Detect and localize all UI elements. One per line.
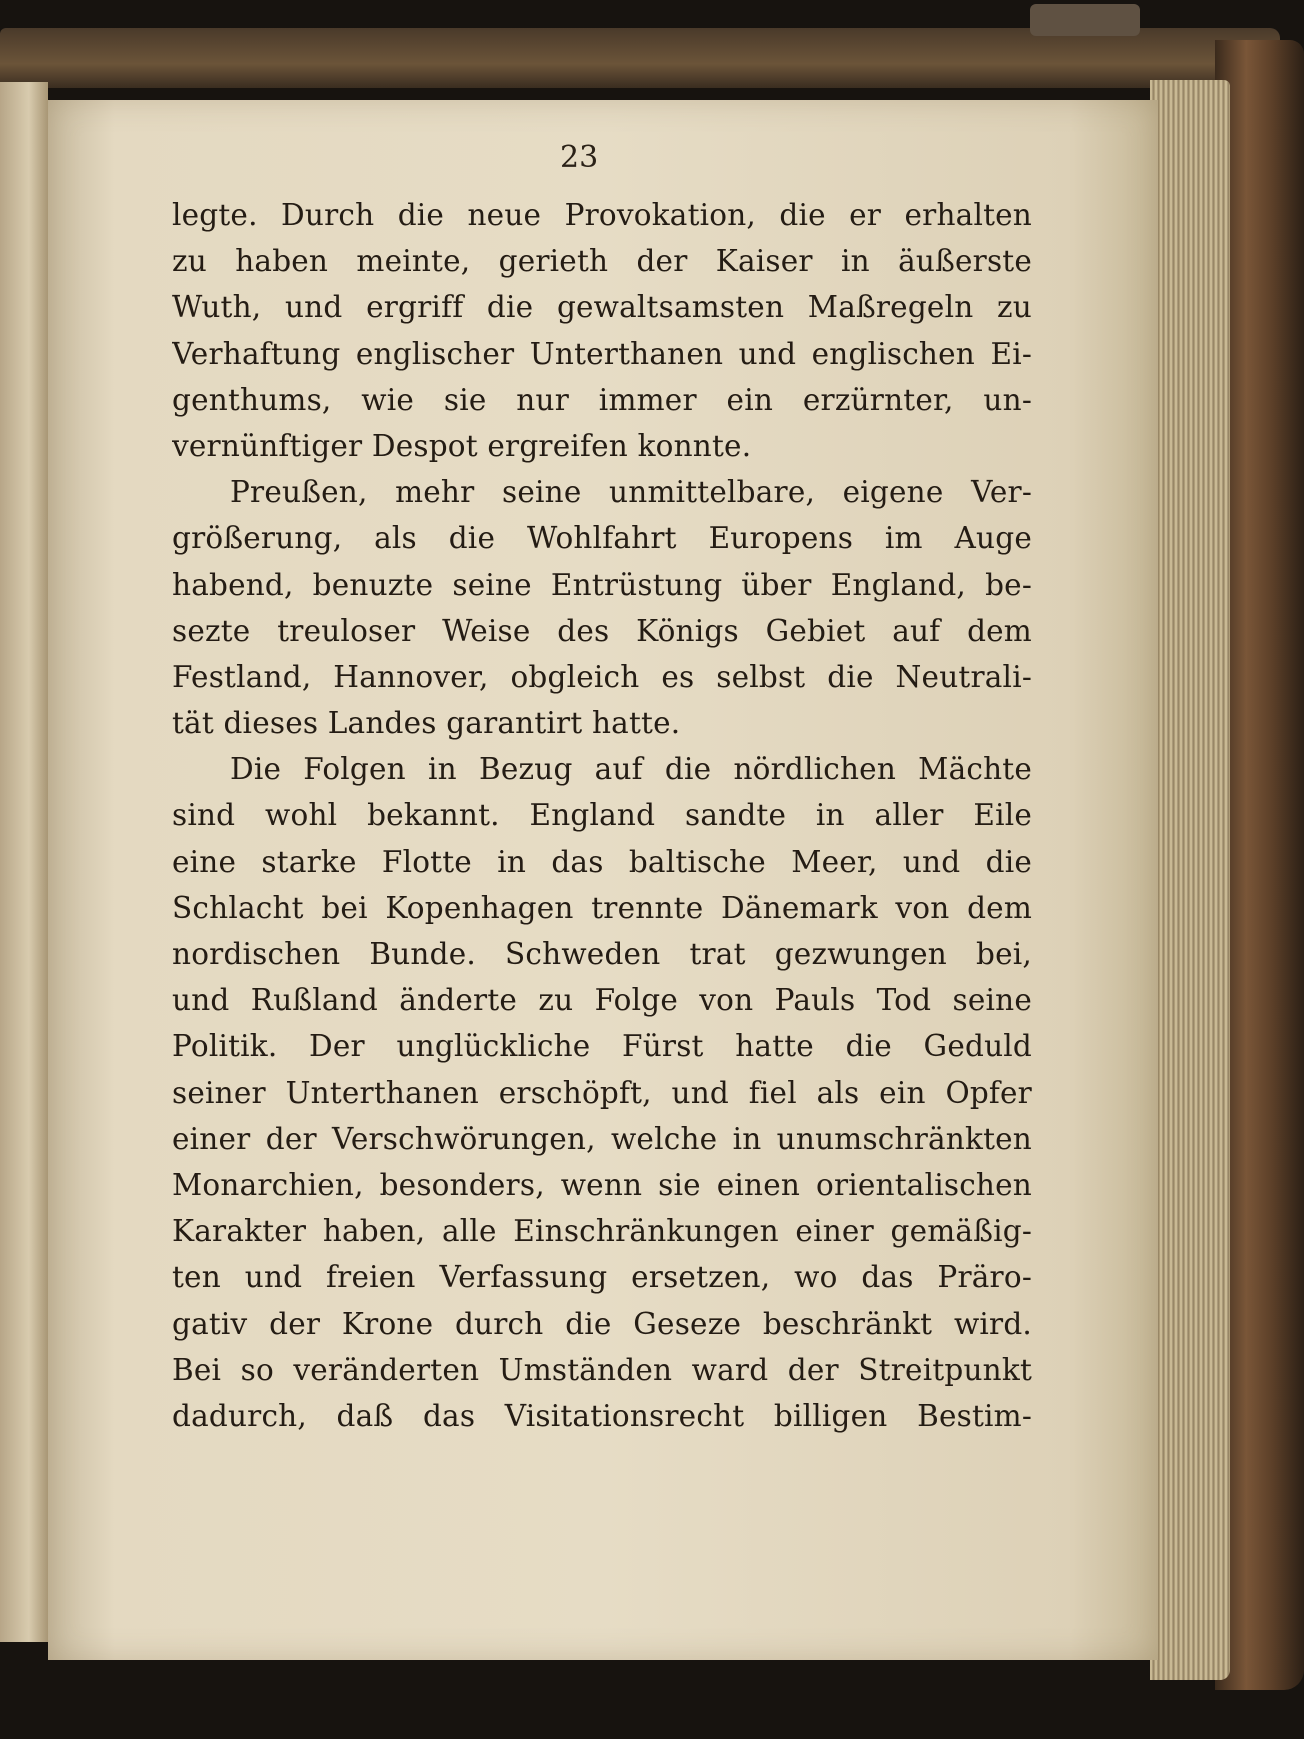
text-line: tät dieses Landes garantirt hatte. xyxy=(172,706,681,741)
book-cover-top xyxy=(0,28,1280,88)
text-line: dadurch, daß das Visitationsrecht billigen Bestim- xyxy=(172,1398,1032,1433)
text-line: habend, benuzte seine Entrüstung über England, be- xyxy=(172,567,1032,602)
text-line: legte. Durch die neue Provokation, die er erhalten xyxy=(172,198,1032,232)
text-line: Preußen, mehr seine unmittelbare, eigene Ver- xyxy=(230,475,1032,510)
text-line: zu haben meinte, gerieth der Kaiser in äußerste xyxy=(172,244,1032,279)
body-text xyxy=(172,192,1032,1439)
text-line: sind wohl bekannt. England sandte in aller Eile xyxy=(172,798,1032,833)
text-line: eine starke Flotte in das baltische Meer, und die xyxy=(172,844,1032,879)
text-line: Monarchien, besonders, wenn sie einen orientalischen xyxy=(172,1167,1032,1202)
text-line: Festland, Hannover, obgleich es selbst die Neutrali- xyxy=(172,659,1032,694)
text-line: Die Folgen in Bezug auf die nördlichen Mächte xyxy=(230,752,1032,787)
text-line: genthums, wie sie nur immer ein erzürnter, un- xyxy=(172,382,1032,417)
text-line: und Rußland änderte zu Folge von Pauls Tod seine xyxy=(172,983,1032,1018)
text-line: Bei so veränderten Umständen ward der Streitpunkt xyxy=(172,1352,1032,1387)
text-line: nordischen Bunde. Schweden trat gezwungen bei, xyxy=(172,937,1032,971)
text-line: Verhaftung englischer Unterthanen und englischen Ei- xyxy=(172,336,1032,371)
text-line: seiner Unterthanen erschöpft, und fiel als ein Opfer xyxy=(172,1075,1032,1110)
page-number: 23 xyxy=(560,140,599,175)
text-line: Wuth, und ergriff die gewaltsamsten Maßregeln zu xyxy=(172,290,1032,325)
text-line: gativ der Krone durch die Geseze beschränkt wird. xyxy=(172,1306,1032,1341)
text-line: einer der Verschwörungen, welche in unumschränkten xyxy=(172,1121,1032,1156)
text-line: vernünftiger Despot ergreifen konnte. xyxy=(172,428,752,463)
facing-page-edge xyxy=(0,82,48,1642)
page-edges xyxy=(1150,80,1230,1680)
text-line: sezte treuloser Weise des Königs Gebiet auf dem xyxy=(172,613,1032,648)
text-line: größerung, als die Wohlfahrt Europens im Auge xyxy=(172,521,1032,556)
text-line: Karakter haben, alle Einschränkungen einer gemäßig- xyxy=(172,1214,1032,1249)
cover-clasp xyxy=(1030,4,1140,36)
text-line: Schlacht bei Kopenhagen trennte Dänemark von dem xyxy=(172,890,1032,925)
text-line: ten und freien Verfassung ersetzen, wo das Präro- xyxy=(172,1260,1032,1295)
text-line: Politik. Der unglückliche Fürst hatte die Geduld xyxy=(172,1029,1032,1064)
